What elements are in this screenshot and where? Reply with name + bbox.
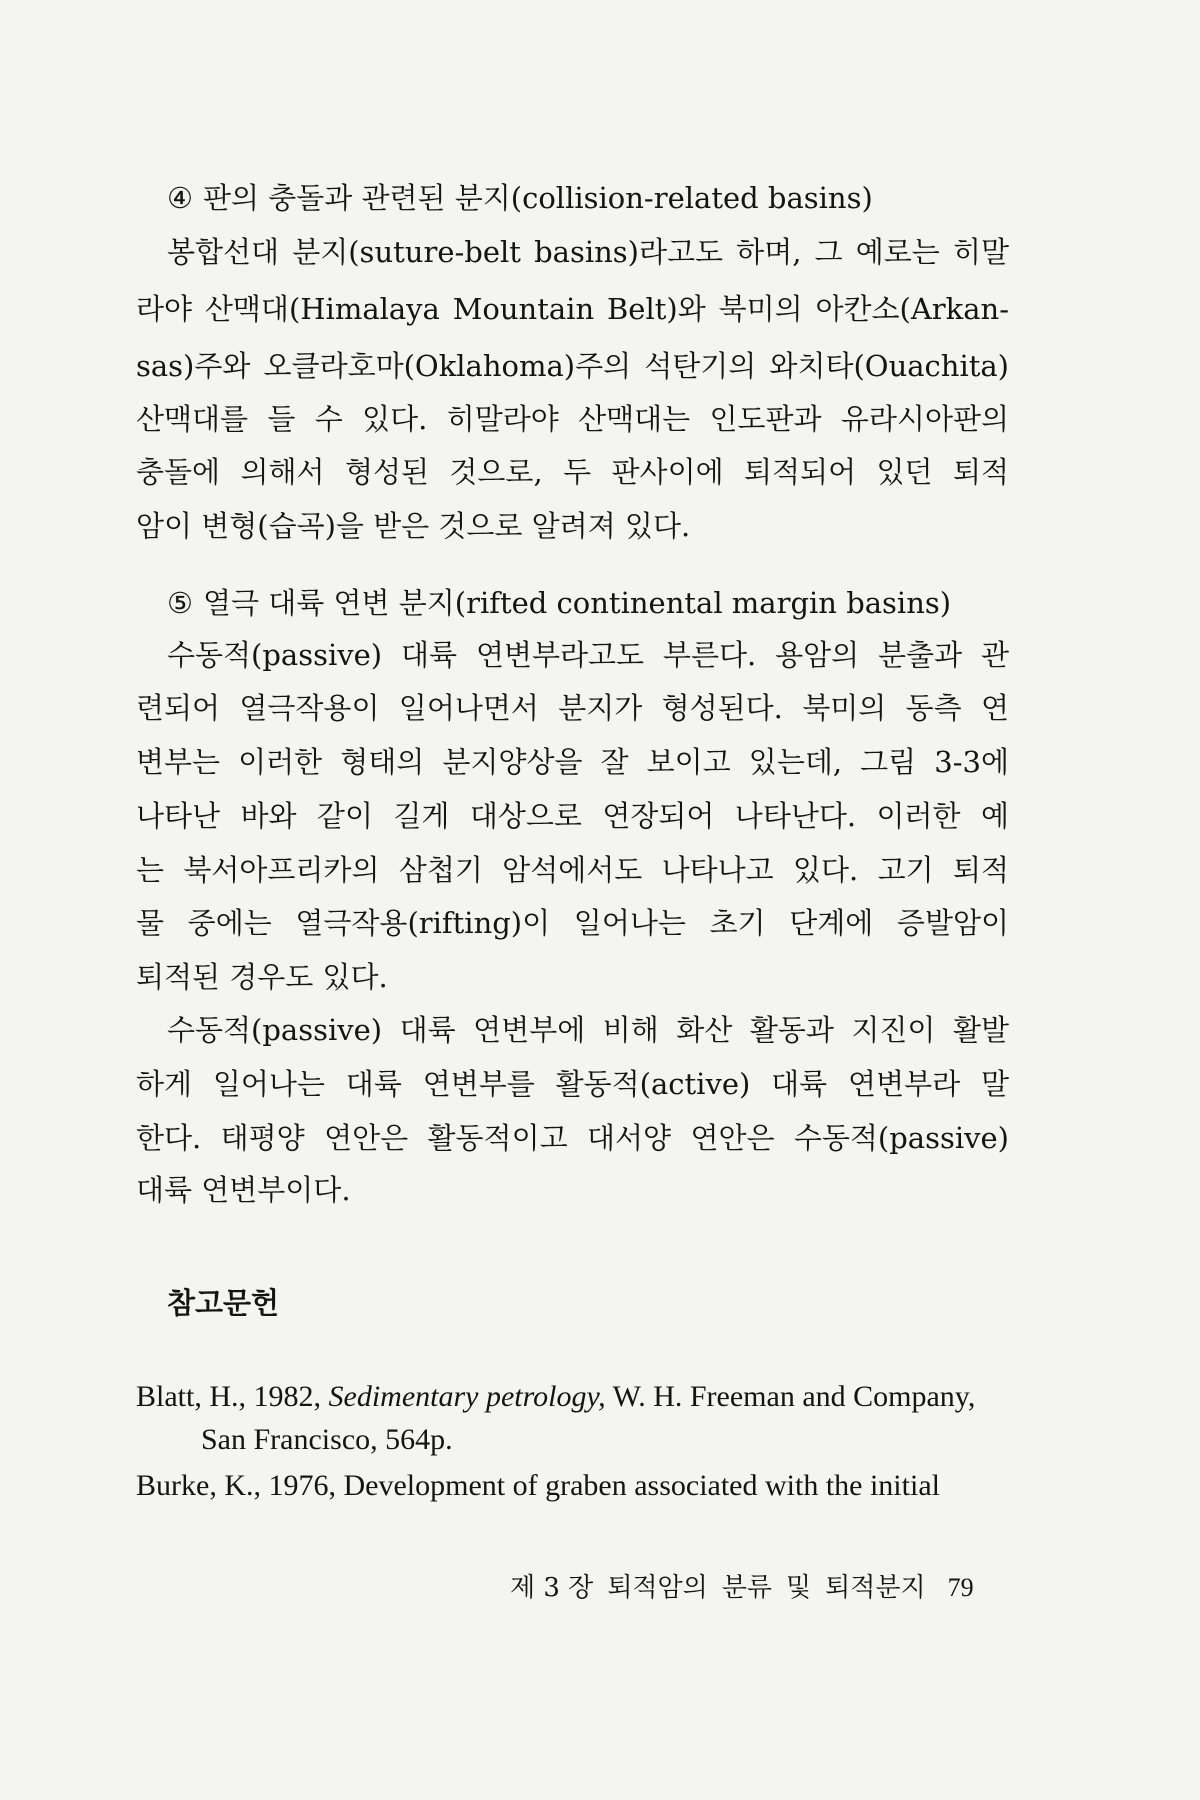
- section-5-line-7: 퇴적된 경우도 있다.: [136, 960, 388, 994]
- section-4-line-3: sas)주와 오클라호마(Oklahoma)주의 석탄기의 와치타(Ouachita): [136, 349, 1009, 383]
- page-number: 79: [947, 1573, 974, 1602]
- footer-title-word-4: 퇴적분지: [825, 1573, 926, 1603]
- section-5-line-10: 한다. 태평양 연안은 활동적이고 대서양 연안은 수동적(passive): [136, 1121, 1009, 1155]
- section-5-line-6: 물 중에는 열극작용(rifting)이 일어나는 초기 단계에 증발암이: [136, 906, 1009, 940]
- section-5-line-1: 수동적(passive) 대륙 연변부라고도 부른다. 용암의 분출과 관: [167, 638, 1009, 672]
- section-5-line-3: 변부는 이러한 형태의 분지양상을 잘 보이고 있는데, 그림 3-3에: [136, 745, 1009, 779]
- section-5-line-11: 대륙 연변부이다.: [136, 1173, 351, 1207]
- section-4-heading-text: 판의 충돌과 관련된 분지(collision-related basins): [203, 181, 873, 215]
- footer-chapter: 제 3 장: [510, 1573, 594, 1603]
- section-5-line-8: 수동적(passive) 대륙 연변부에 비해 화산 활동과 지진이 활발: [167, 1013, 1009, 1047]
- section-4-heading: [167, 178, 873, 218]
- references-title: 참고문헌: [167, 1286, 280, 1320]
- section-5-line-4: 나타난 바와 같이 길게 대상으로 연장되어 나타난다. 이러한 예: [136, 799, 1009, 833]
- section-4-line-6: 암이 변형(습곡)을 받은 것으로 알려져 있다.: [136, 509, 691, 543]
- section-5-line-9: 하게 일어나는 대륙 연변부를 활동적(active) 대륙 연변부라 말: [136, 1067, 1009, 1101]
- reference-1-publisher: W. H. Freeman and Company,: [605, 1380, 976, 1413]
- reference-2-line-1: Burke, K., 1976, Development of graben associated with the initial: [136, 1469, 940, 1502]
- circled-number-5: ⑤: [167, 586, 193, 620]
- footer-title-word-1: 퇴적암의: [607, 1573, 708, 1603]
- page-footer: [510, 1570, 986, 1606]
- reference-1-line-1: [136, 1377, 975, 1417]
- reference-1-authors: Blatt, H., 1982,: [136, 1380, 329, 1413]
- section-5-line-2: 련되어 열극작용이 일어나면서 분지가 형성된다. 북미의 동측 연: [136, 691, 1009, 725]
- section-5-line-5: 는 북서아프리카의 삼첩기 암석에서도 나타나고 있다. 고기 퇴적: [136, 853, 1009, 887]
- section-5-heading-text: 열극 대륙 연변 분지(rifted continental margin basins): [203, 586, 952, 620]
- footer-title-word-3: 및: [786, 1573, 812, 1603]
- reference-1-line-2: San Francisco, 564p.: [201, 1423, 453, 1456]
- circled-number-4: ④: [167, 181, 193, 215]
- section-4-line-1: 봉합선대 분지(suture-belt basins)라고도 하며, 그 예로는 히말: [167, 235, 1009, 269]
- section-4-line-5: 충돌에 의해서 형성된 것으로, 두 판사이에 퇴적되어 있던 퇴적: [136, 455, 1009, 489]
- reference-1-title: Sedimentary petrology,: [328, 1380, 606, 1413]
- section-4-line-2: 라야 산맥대(Himalaya Mountain Belt)와 북미의 아칸소(Arkan-: [136, 292, 1009, 326]
- footer-title-word-2: 분류: [721, 1573, 773, 1603]
- section-4-line-4: 산맥대를 들 수 있다. 히말라야 산맥대는 인도판과 유라시아판의: [136, 402, 1009, 436]
- section-5-heading: [167, 583, 951, 623]
